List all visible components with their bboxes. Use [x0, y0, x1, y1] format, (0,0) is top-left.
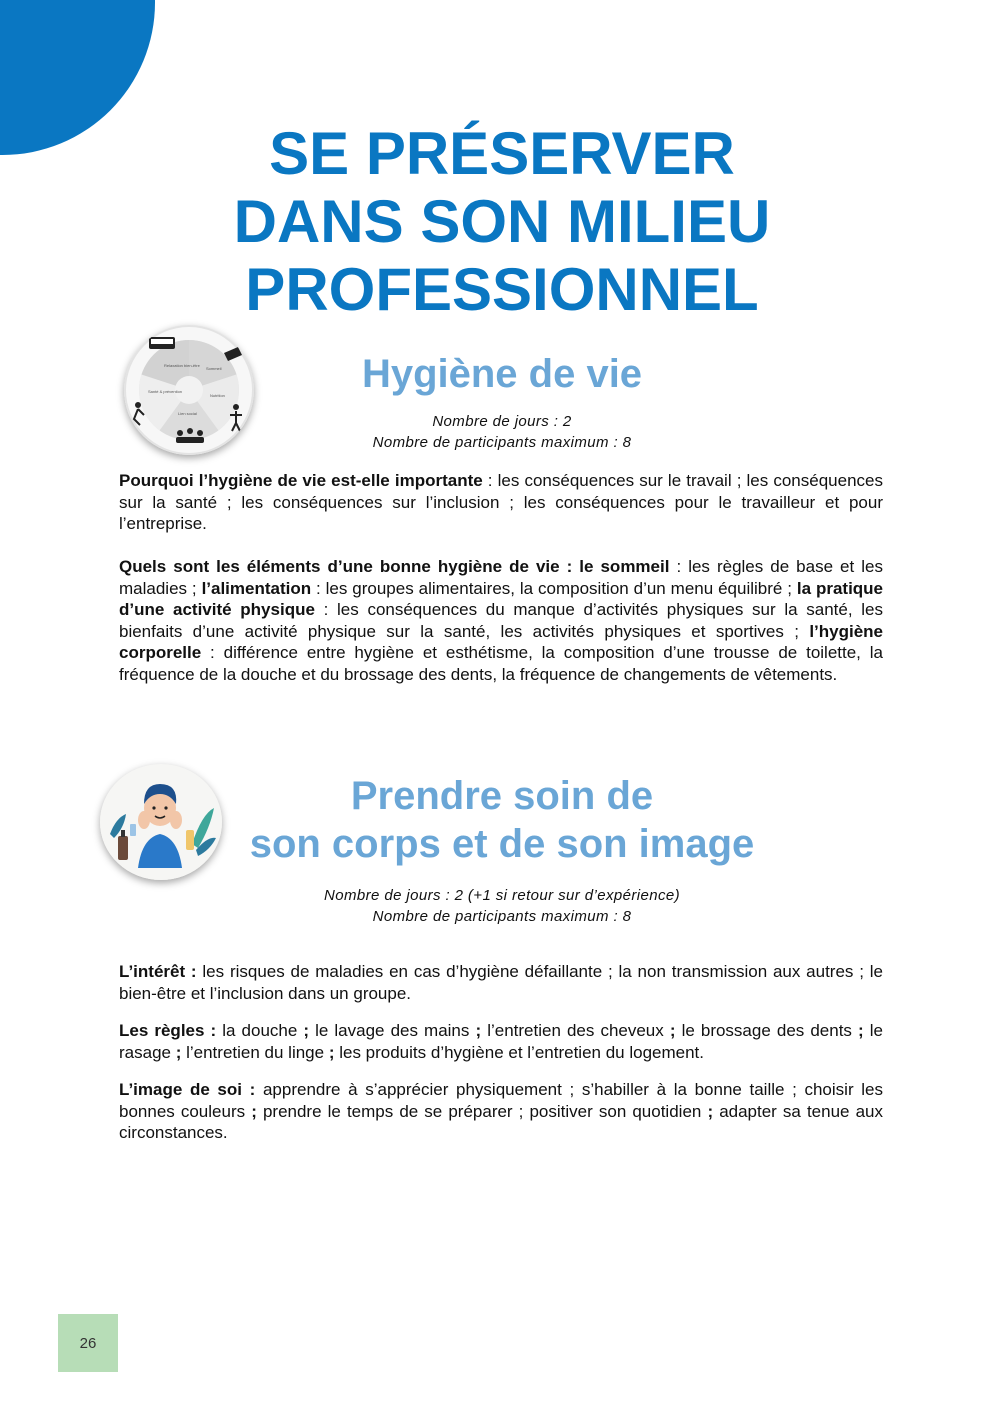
paragraph-text: les risques de maladies en cas d’hygiène défaillante ; la non transmission aux autres ; le bien-être et l’inclusion dans un groupe. [119, 962, 883, 1003]
rule-separator: ; [303, 1021, 310, 1040]
wheel-label-3: Santé & prévention [148, 389, 183, 394]
page-title [0, 120, 1004, 324]
title-line-3: PROFESSIONNEL [245, 256, 759, 323]
section-heading-hygiene: Hygiène de vie [361, 352, 643, 396]
text-activity: : les conséquences du manque d’activités physiques sur la santé, les bienfaits d’une activité physique sur la santé, les activités physiques et sportives ; [119, 600, 883, 641]
rule-text: l’entretien des cheveux [481, 1021, 670, 1040]
section1-meta [0, 411, 1004, 453]
lead-activity: la pratique d’une activité physique [119, 578, 884, 620]
rule-text: la douche [216, 1021, 304, 1040]
section2-paragraph-self-image [119, 1079, 883, 1144]
text-sleep: : les règles de base et les maladies ; [119, 557, 883, 598]
rule-text: le rasage [119, 1021, 883, 1062]
wheel-label-5: Lien social [178, 411, 197, 416]
lead-sleep: Quels sont les éléments d’une bonne hygiène de vie : le sommeil [119, 557, 670, 576]
rule-text: l’entretien du linge [181, 1042, 329, 1062]
section2-heading-line-2: son corps et de son image [249, 822, 755, 866]
page-number: 26 [58, 1314, 118, 1372]
rule-separator: ; [328, 1042, 335, 1062]
section1-participants: Nombre de participants maximum : 8 [372, 434, 632, 451]
wheel-label-2: Sommeil [206, 366, 222, 371]
wheel-label-1: Relaxation bien-être [164, 363, 200, 368]
rule-separator: ; [475, 1021, 482, 1040]
rule-separator: ; [669, 1021, 676, 1040]
text-body-hygiene: : différence entre hygiène et esthétisme, la composition d’une trousse de toilette, la fréquence de la douche et du brossage des dents, la fréquence de changements de vêtements. [119, 643, 883, 684]
section2-paragraph-interest [119, 961, 883, 1004]
section1-days: Nombre de jours : 2 [432, 413, 572, 430]
paragraph-lead: Pourquoi l’hygiène de vie est-elle importante [119, 471, 483, 490]
section1-paragraph-elements [119, 556, 883, 686]
paragraph-text: : les conséquences sur le travail ; les conséquences sur la santé ; les conséquences sur l’inclusion ; les conséquences pour le travailleur et pour l’entreprise. [119, 471, 883, 534]
section2-meta [0, 885, 1004, 927]
wheel-label-4: Nutrition [210, 393, 225, 398]
image-text: apprendre à s’apprécier physiquement ; s’habiller à la bonne taille ; choisir les bonnes couleurs [119, 1080, 883, 1121]
rule-separator: ; [175, 1042, 182, 1062]
image-separator: ; [251, 1101, 257, 1121]
title-line-1: SE PRÉSERVER [269, 120, 735, 187]
rule-text: les produits d’hygiène et l’entretien du logement. [334, 1042, 704, 1062]
image-text: adapter sa tenue aux circonstances. [119, 1101, 883, 1143]
section2-heading-line-1: Prendre soin de [350, 774, 654, 818]
section-heading-self-care [0, 772, 1004, 868]
section2-participants: Nombre de participants maximum : 8 [372, 908, 632, 925]
rule-separator: ; [857, 1021, 864, 1040]
paragraph-lead: L’intérêt : [119, 962, 197, 981]
paragraph-lead: Les règles : [119, 1021, 217, 1040]
rule-text: le brossage des dents [675, 1021, 858, 1040]
section2-days: Nombre de jours : 2 (+1 si retour sur d’expérience) [324, 887, 680, 904]
rule-text: le lavage des mains [309, 1021, 476, 1040]
paragraph-lead: L’image de soi : [119, 1080, 256, 1099]
text-food: : les groupes alimentaires, la composition d’un menu équilibré ; [311, 578, 797, 598]
image-separator: ; [707, 1101, 714, 1121]
image-text: prendre le temps de se préparer ; positiver son quotidien [256, 1101, 708, 1121]
lead-body-hygiene: l’hygiène corporelle [119, 621, 883, 663]
title-line-2: DANS SON MILIEU [233, 188, 771, 255]
lead-food: l’alimentation [201, 578, 312, 598]
section1-paragraph-why [119, 470, 883, 535]
section2-paragraph-rules [119, 1020, 883, 1063]
